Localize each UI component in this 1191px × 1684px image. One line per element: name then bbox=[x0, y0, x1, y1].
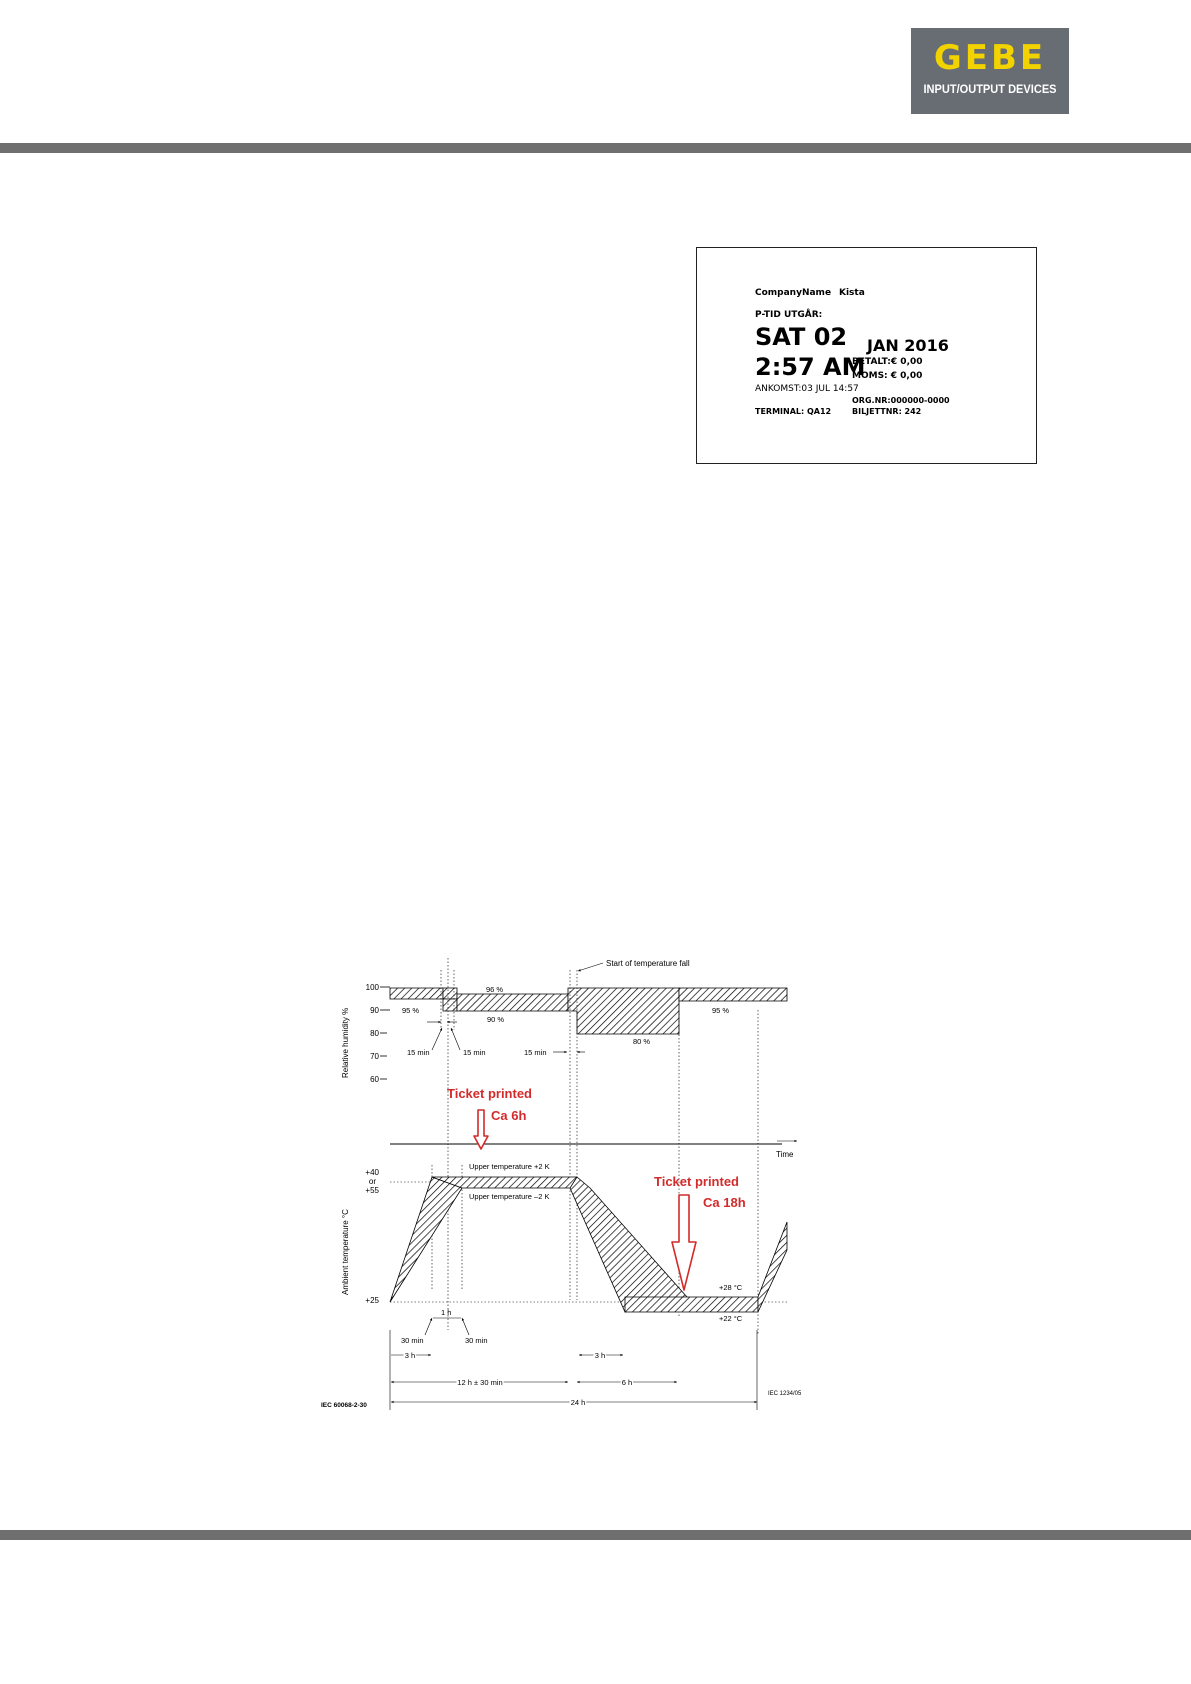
duration-24h-label: 24 h bbox=[570, 1398, 586, 1407]
annotation-ticket-6h bbox=[447, 1086, 532, 1149]
gebe-logo bbox=[911, 28, 1069, 114]
ticket-location: Kista bbox=[839, 288, 865, 298]
rh-tick-60: 60 bbox=[370, 1075, 379, 1084]
temp-axis-label: Ambient temperature °C bbox=[341, 1209, 350, 1295]
duration-12h-label: 12 h ± 30 min bbox=[457, 1378, 503, 1387]
rh-band-5 bbox=[568, 988, 679, 1034]
duration-6h-label: 6 h bbox=[621, 1378, 633, 1387]
temp-ramp-up bbox=[390, 1177, 462, 1302]
rh-band-2 bbox=[443, 988, 457, 999]
ticket-terminal: TERMINAL: QA12 bbox=[755, 407, 832, 416]
rh-band-4 bbox=[457, 994, 568, 1011]
start-temp-fall-label: Start of temperature fall bbox=[606, 959, 690, 968]
logo-tagline: INPUT/OUTPUT DEVICES bbox=[923, 82, 1057, 96]
temp-plateau-low bbox=[625, 1297, 758, 1312]
rh-band-1 bbox=[390, 988, 443, 999]
annotation-ticket-18h bbox=[654, 1174, 746, 1290]
duration-30min-a-label: 30 min bbox=[401, 1336, 424, 1345]
temp-28-label: +28 °C bbox=[719, 1283, 743, 1292]
temp-tick-or: or bbox=[368, 1177, 376, 1186]
damp-heat-cycle-diagram bbox=[315, 950, 815, 1420]
ticket-vat: MOMS: € 0,00 bbox=[852, 371, 923, 381]
humidity-section bbox=[341, 959, 787, 1084]
duration-30min-b-label: 30 min bbox=[465, 1336, 488, 1345]
annotation-18h-line1: Ticket printed bbox=[654, 1174, 740, 1189]
duration-3h-b-label: 3 h bbox=[594, 1351, 606, 1360]
rh-label-96: 96 % bbox=[486, 985, 504, 994]
duration-1h-label: 1 h bbox=[441, 1308, 452, 1317]
rh-label-95a: 95 % bbox=[402, 1006, 420, 1015]
logo-wordmark: GEBE bbox=[933, 38, 1047, 78]
rh-label-15min-b: 15 min bbox=[463, 1048, 486, 1057]
annotation-6h-line1: Ticket printed bbox=[447, 1086, 533, 1101]
rh-band-6 bbox=[679, 988, 787, 1001]
footer-rule bbox=[0, 1530, 1191, 1540]
ticket-number: BILJETTNR: 242 bbox=[852, 407, 922, 416]
rh-label-95b: 95 % bbox=[712, 1006, 730, 1015]
temp-tick-25: +25 bbox=[365, 1296, 379, 1305]
rh-tick-80: 80 bbox=[370, 1029, 379, 1038]
rh-tick-90: 90 bbox=[370, 1006, 379, 1015]
ticket-month-year: JAN 2016 bbox=[867, 336, 949, 355]
header-rule bbox=[0, 143, 1191, 153]
rh-label-90: 90 % bbox=[487, 1015, 505, 1024]
temp-ramp-down bbox=[570, 1177, 687, 1312]
ticket-time: 2:57 AM bbox=[755, 353, 866, 381]
rh-tick-70: 70 bbox=[370, 1052, 379, 1061]
temp-tick-40: +40 bbox=[365, 1168, 379, 1177]
upper-temp-plus-label: Upper temperature +2 K bbox=[469, 1162, 550, 1171]
ticket-day: SAT 02 bbox=[755, 323, 848, 351]
temp-ramp-up-2 bbox=[758, 1222, 787, 1312]
ticket-arrival: ANKOMST:03 JUL 14:57 bbox=[755, 384, 859, 394]
rh-label-15min-a: 15 min bbox=[407, 1048, 430, 1057]
rh-label-15min-c: 15 min bbox=[524, 1048, 547, 1057]
duration-3h-a-label: 3 h bbox=[404, 1351, 416, 1360]
upper-temp-minus-label: Upper temperature –2 K bbox=[469, 1192, 550, 1201]
rh-tick-100: 100 bbox=[365, 983, 379, 992]
annotation-18h-arrow-icon bbox=[672, 1195, 696, 1290]
iec-figure-code: IEC 1234/05 bbox=[768, 1391, 802, 1397]
ticket-ptid-label: P-TID UTGÅR: bbox=[755, 310, 823, 320]
time-axis-label: Time bbox=[776, 1150, 794, 1159]
temp-tick-55: +55 bbox=[365, 1186, 379, 1195]
iec-standard-label: IEC 60068-2-30 bbox=[321, 1402, 367, 1409]
ticket-paid: BETALT:€ 0,00 bbox=[852, 357, 923, 367]
ticket-company: CompanyName bbox=[755, 288, 832, 298]
annotation-18h-line2: Ca 18h bbox=[703, 1195, 746, 1210]
temp-22-label: +22 °C bbox=[719, 1314, 743, 1323]
rh-band-3 bbox=[443, 999, 457, 1011]
ticket-sample bbox=[696, 247, 1037, 464]
ticket-org: ORG.NR:000000-0000 bbox=[852, 396, 950, 405]
annotation-6h-arrow-icon bbox=[474, 1110, 488, 1149]
annotation-6h-line2: Ca 6h bbox=[491, 1108, 527, 1123]
rh-label-80: 80 % bbox=[633, 1037, 651, 1046]
rh-axis-label: Relative humidity % bbox=[341, 1007, 350, 1078]
